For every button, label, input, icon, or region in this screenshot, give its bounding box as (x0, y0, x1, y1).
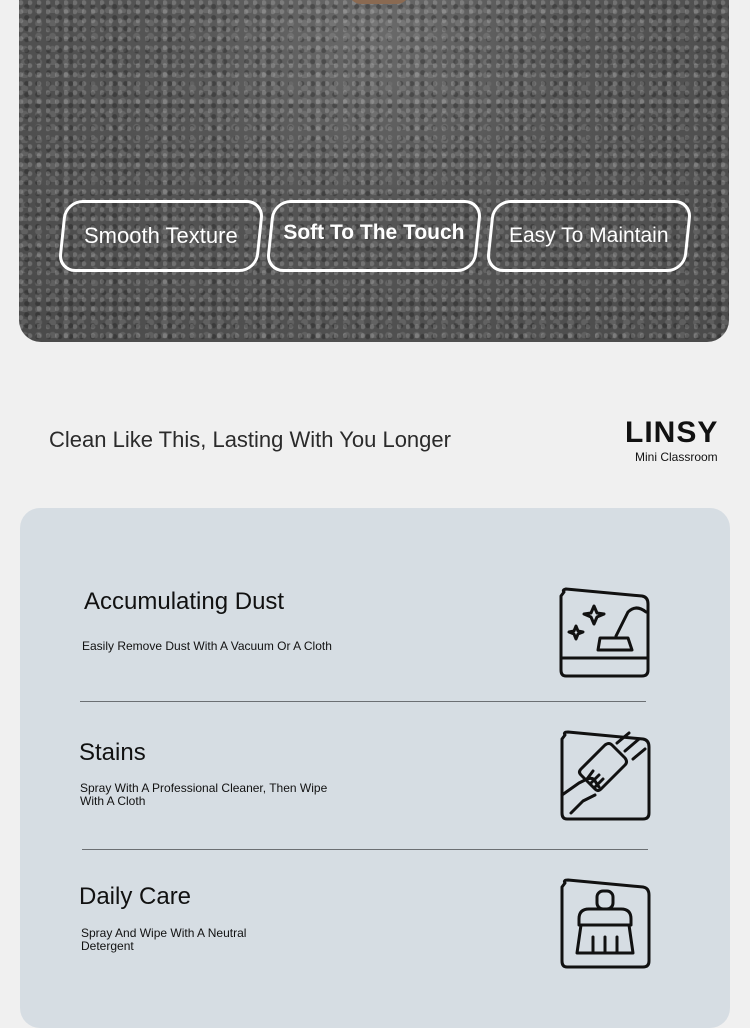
section-title: Clean Like This, Lasting With You Longer (49, 427, 451, 452)
care-panel (20, 508, 730, 1028)
item-divider (82, 849, 648, 850)
hero-accent-shape (349, 0, 409, 4)
item-divider (80, 701, 646, 702)
item-desc-stains: Spray With A Professional Cleaner, Then Wipe With A Cloth (80, 781, 328, 808)
item-desc-daily-care: Spray And Wipe With A Neutral Detergent (81, 926, 247, 953)
feature-tag-label: Soft To The Touch (283, 221, 465, 244)
brand-subtitle: Mini Classroom (635, 450, 718, 464)
broom-icon (559, 877, 651, 969)
feature-tag-smooth (57, 200, 265, 272)
hero-carpet-image (19, 0, 729, 342)
feature-tag-soft (265, 200, 483, 272)
hand-wipe-icon (559, 729, 651, 821)
feature-tag-maintain (485, 200, 693, 272)
brand-logo (625, 418, 725, 468)
item-title-stains: Stains (79, 739, 146, 766)
vacuum-sparkle-icon (558, 586, 650, 678)
feature-tag-label: Smooth Texture (84, 223, 238, 248)
brand-logo-text: LINSY (625, 416, 719, 449)
item-title-daily-care: Daily Care (79, 883, 192, 910)
item-desc-dust: Easily Remove Dust With A Vacuum Or A Cloth (82, 639, 332, 653)
feature-tag-label: Easy To Maintain (509, 224, 669, 247)
item-title-dust: Accumulating Dust (84, 588, 285, 615)
